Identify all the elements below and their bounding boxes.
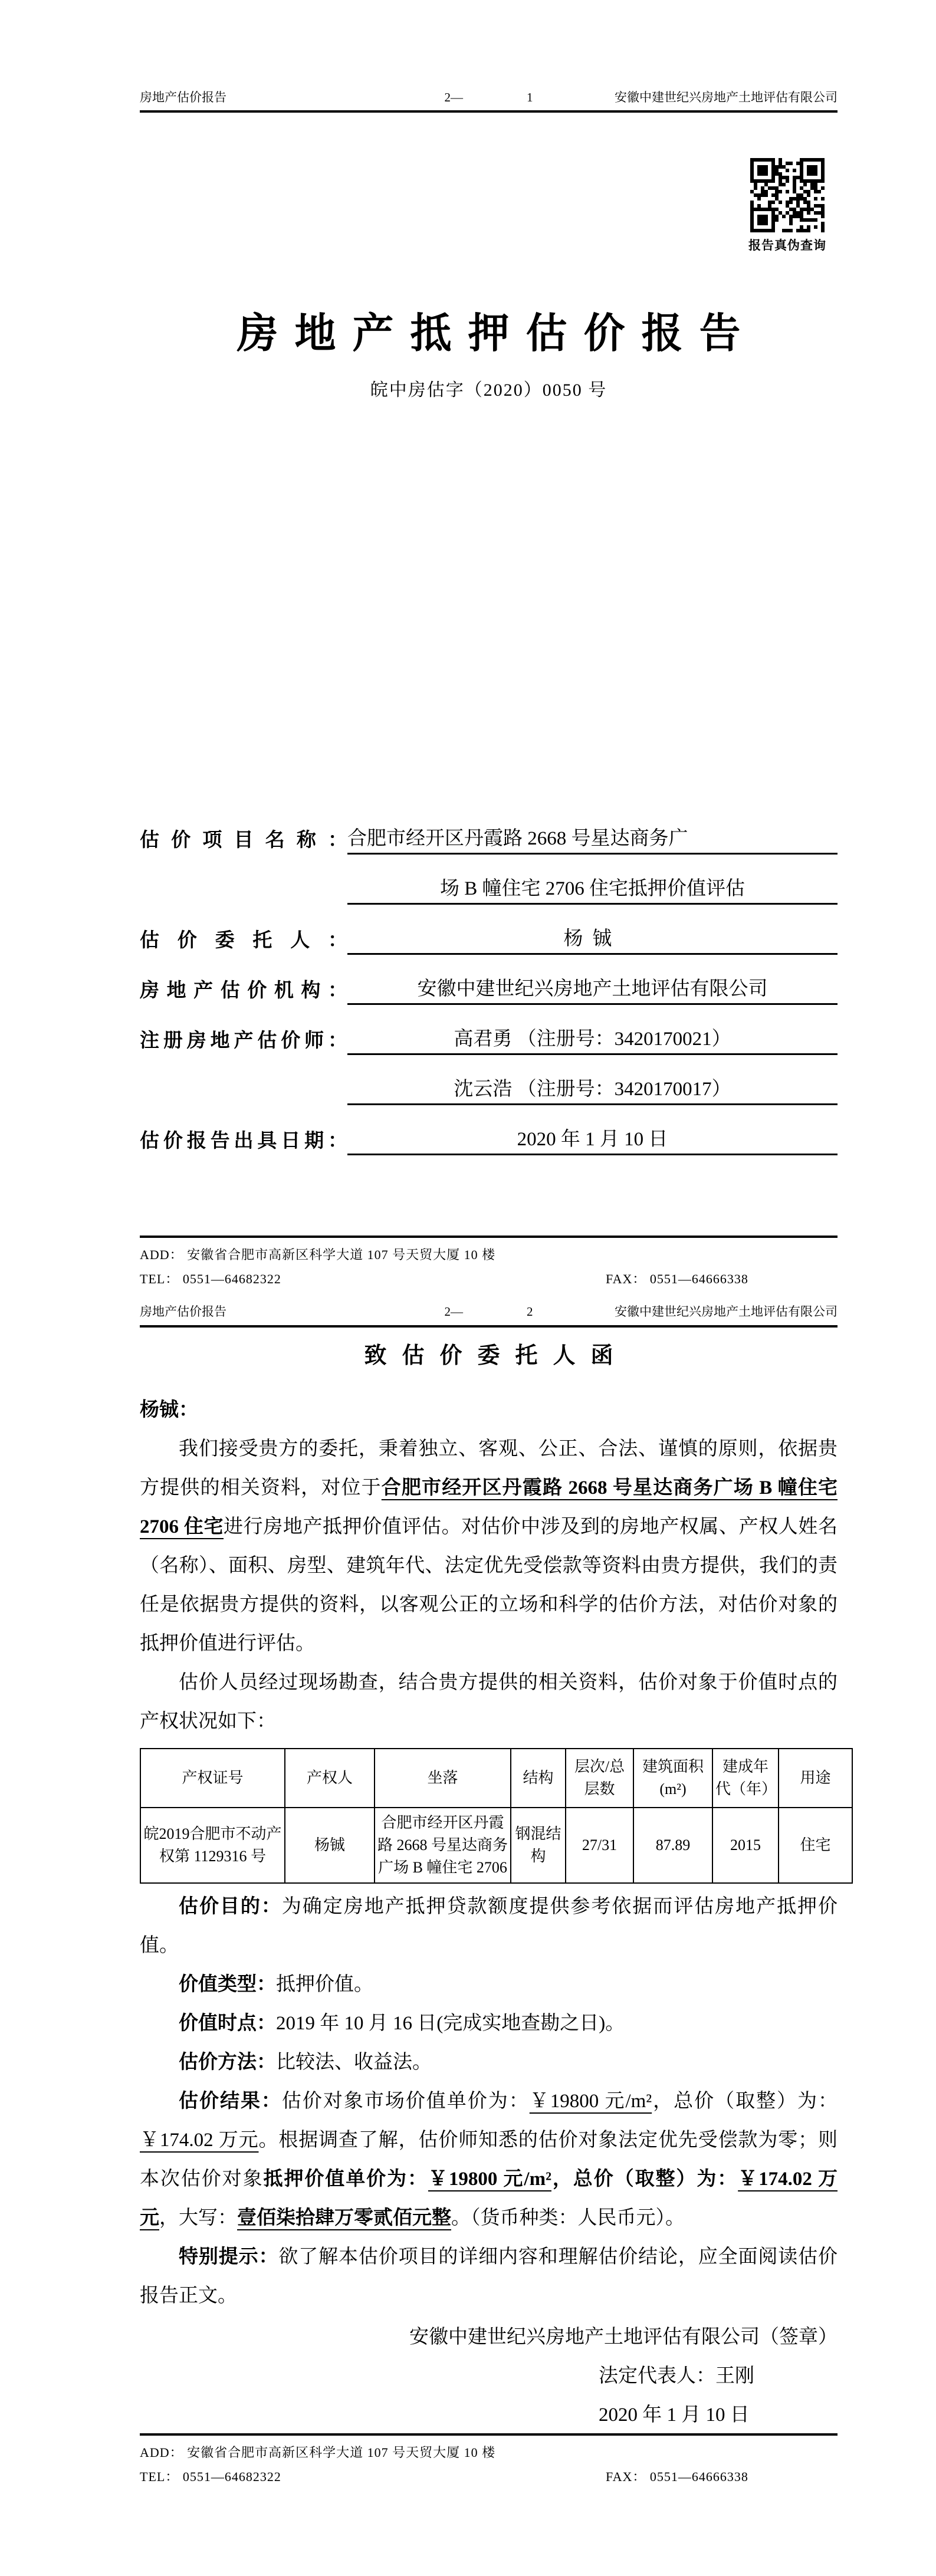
text-run: 抵押价值单价为：: [263, 2168, 428, 2190]
header-doc-type: 房地产估价报告: [140, 1305, 226, 1319]
text-run: 估价对象市场价值单价为：: [281, 2090, 530, 2112]
footer-fax: FAX： 0551—64666338: [606, 2469, 748, 2484]
page2-footer: [140, 2433, 838, 2485]
field-project-name: [140, 804, 838, 855]
field-label-spacer: [140, 1103, 347, 1105]
field-agency: [140, 955, 838, 1005]
col-cert-no: 产权证号: [140, 1749, 285, 1808]
line-label: 估价方法：: [179, 2051, 276, 2073]
field-label: 估价项目名称：: [140, 830, 347, 852]
footer-fax: FAX： 0551—64666338: [606, 1271, 748, 1287]
line-value-date: [140, 2004, 838, 2043]
col-area: 建筑面积(m²): [633, 1749, 712, 1808]
signature-date: 2020 年 1 月 10 日: [599, 2404, 750, 2426]
field-value: 杨铖: [347, 923, 838, 955]
header-page-indicator: [445, 90, 533, 106]
footer-tel: TEL： 0551—64682322: [140, 1271, 281, 1287]
line-text: 比较法、收益法。: [276, 2051, 432, 2073]
line-label: 价值类型：: [179, 1973, 276, 1995]
footer-address: ADD： 安徽省合肥市高新区科学大道 107 号天贸大厦 10 楼: [140, 2445, 496, 2460]
field-label: 注册房地产估价师：: [140, 1030, 347, 1052]
line-value-type: [140, 1965, 838, 2004]
text-run: ，总价（取整）为：: [652, 2090, 838, 2112]
header-page-indicator: [445, 1304, 533, 1320]
field-appraiser-1: [140, 1005, 838, 1055]
signature-company: 安徽中建世纪兴房地产土地评估有限公司（签章）: [409, 2326, 838, 2348]
line-label: 价值时点：: [179, 2012, 276, 2034]
field-value: 高君勇 （注册号：3420170021）: [347, 1023, 838, 1055]
letter-body: [140, 1391, 838, 2434]
field-client: [140, 905, 838, 955]
field-label: 估价委托人：: [140, 930, 347, 952]
page1-footer: [140, 1236, 838, 1287]
cover-fields: [140, 804, 838, 1155]
field-value: 2020 年 1 月 10 日: [347, 1123, 838, 1155]
page1-running-header: [0, 0, 936, 113]
field-label-spacer: [140, 902, 347, 905]
field-project-name-line2: [140, 855, 838, 905]
line-method: [140, 2043, 838, 2082]
text-run: 进行房地产抵押价值评估。对估价中涉及到的房地产权属、产权人姓名（名称）、面积、房型、建筑年代、法定优先受偿款等资料由贵方提供，我们的责任是依据贵方提供的资料，以客观公正的立场和科学的估价方法，对估价对象的抵押价值进行评估。: [140, 1516, 838, 1654]
field-value: 合肥市经开区丹霞路 2668 号星达商务广: [347, 823, 838, 855]
cell-use: 住宅: [779, 1808, 852, 1883]
header-page-marker: 2—: [444, 90, 463, 104]
letter-title: 致估价委托人函: [364, 1343, 629, 1368]
field-value: 场 B 幢住宅 2706 住宅抵押价值评估: [347, 873, 838, 905]
cell-area: 87.89: [633, 1808, 712, 1883]
header-doc-type: 房地产估价报告: [140, 90, 226, 104]
field-value: 沈云浩 （注册号：3420170017）: [347, 1073, 838, 1105]
report-title: 房地产抵押估价报告: [237, 311, 757, 357]
mortgage-total-price-value: ￥174.02 万元: [140, 2168, 838, 2229]
text-run: 。根据调查了解，估价师知悉的估价对象法定优先受偿款为零；则本次估价对象: [140, 2129, 838, 2190]
col-year: 建成年代（年）: [712, 1749, 779, 1808]
field-value: 安徽中建世纪兴房地产土地评估有限公司: [347, 973, 838, 1005]
table-header-row: [140, 1749, 852, 1808]
col-location: 坐落: [375, 1749, 511, 1808]
header-company: 安徽中建世纪兴房地产土地评估有限公司: [615, 90, 838, 104]
page2-running-header: [0, 1304, 936, 1327]
col-use: 用途: [779, 1749, 852, 1808]
unit-price-value: ￥19800 元/m²: [529, 2090, 652, 2112]
cell-year: 2015: [712, 1808, 779, 1883]
line-text: 欲了解本估价项目的详细内容和理解估价结论，应全面阅读估价报告正文。: [140, 2246, 838, 2306]
col-owner: 产权人: [285, 1749, 375, 1808]
cell-structure: 钢混结构: [511, 1808, 566, 1883]
signature-block: [599, 2357, 838, 2434]
paragraph-result: [140, 2082, 838, 2237]
paragraph-engagement: [140, 1430, 838, 1663]
amount-in-words: 壹佰柒拾肆万零贰佰元整: [237, 2207, 451, 2229]
footer-address: ADD： 安徽省合肥市高新区科学大道 107 号天贸大厦 10 楼: [140, 1247, 496, 1263]
line-text: 为确定房地产抵押贷款额度提供参考依据而评估房地产抵押价值。: [140, 1895, 838, 1956]
mortgage-unit-price-value: ￥19800 元/m²: [428, 2168, 551, 2190]
line-text: 抵押价值。: [276, 1973, 373, 1995]
footer-tel: TEL： 0551—64682322: [140, 2469, 281, 2484]
field-label: 房地产估价机构：: [140, 980, 347, 1002]
col-structure: 结构: [511, 1749, 566, 1808]
total-price-value: ￥174.02 万元: [140, 2129, 259, 2151]
line-text: 2019 年 10 月 16 日(完成实地查勘之日)。: [276, 2012, 625, 2034]
col-floor: 层次/总层数: [566, 1749, 633, 1808]
cell-cert-no: 皖2019合肥市不动产权第 1129316 号: [140, 1808, 285, 1883]
field-appraiser-2: [140, 1055, 838, 1105]
cell-owner: 杨铖: [285, 1808, 375, 1883]
salutation: 杨铖：: [140, 1399, 198, 1421]
qr-caption: 报告真伪查询: [748, 239, 826, 252]
header-page-number: 2: [527, 1305, 533, 1319]
header-company: 安徽中建世纪兴房地产土地评估有限公司: [615, 1305, 838, 1319]
line-label: 特别提示：: [179, 2246, 279, 2268]
line-label: 估价目的：: [179, 1895, 282, 1917]
subject-property-text: 合肥市经开区丹霞路 2668 号星达商务广场 B 幢住宅 2706 住宅: [140, 1477, 838, 1537]
cell-floor: 27/31: [566, 1808, 633, 1883]
qr-verification-block: [746, 158, 829, 254]
field-label: 估价报告出具日期：: [140, 1131, 347, 1152]
header-page-number: 1: [527, 90, 533, 104]
table-row: [140, 1808, 852, 1883]
line-label: 估价结果：: [179, 2090, 282, 2112]
field-issue-date: [140, 1105, 838, 1155]
legal-representative: 法定代表人：王刚: [599, 2365, 754, 2387]
qr-code: [746, 158, 829, 232]
property-rights-table: [140, 1748, 853, 1884]
paragraph-notice: [140, 2237, 838, 2315]
header-page-marker: 2—: [444, 1305, 463, 1319]
text-run: 我们接受贵方的委托，秉着独立、客观、公正、合法、谨慎的原则，依据贵方提供的相关资料，对位于: [140, 1438, 838, 1499]
cell-location: 合肥市经开区丹霞路 2668 号星达商务广场 B 幢住宅 2706: [375, 1808, 511, 1883]
paragraph-survey: 估价人员经过现场勘查，结合贵方提供的相关资料，估价对象于价值时点的产权状况如下：: [140, 1671, 838, 1732]
line-purpose: [140, 1887, 838, 1965]
report-doc-number: 皖中房估字（2020）0050 号: [370, 380, 607, 400]
text-run: ，大写：: [159, 2207, 237, 2229]
text-run: ，总价（取整）为：: [551, 2168, 738, 2190]
text-run: 。（货币种类：人民币元）。: [451, 2207, 685, 2229]
